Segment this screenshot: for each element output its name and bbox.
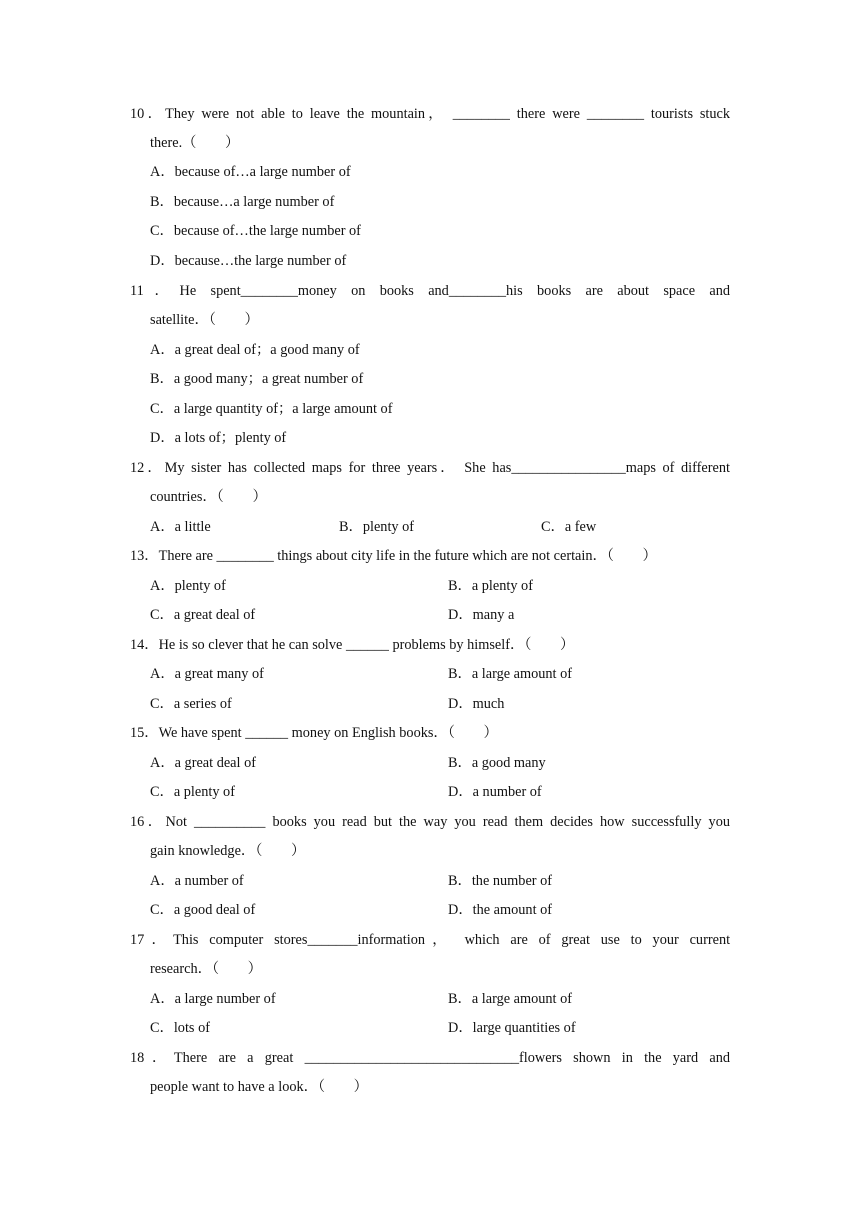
question-18-line-1: 18．There are a great ______________________________flowers shown in the yard and	[130, 1050, 731, 1066]
option-a: A．a large number of	[150, 991, 276, 1007]
option-b: B．a good many；a great number of	[150, 371, 364, 387]
question-15-line-1: 15．We have spent ______ money on English books．（ ）	[130, 725, 498, 741]
option-c: C．a series of	[150, 696, 232, 712]
option-a: A．plenty of	[150, 578, 226, 594]
option-b: B．a good many	[448, 755, 546, 771]
option-d: D．a lots of；plenty of	[150, 430, 287, 446]
option-a: A．a little	[150, 519, 211, 535]
option-a: A．a number of	[150, 873, 244, 889]
option-b: B．plenty of	[339, 519, 415, 535]
option-d: D．many a	[448, 607, 515, 623]
question-12-line-2: countries．（ ）	[150, 489, 267, 505]
option-d: D．the amount of	[448, 902, 553, 918]
question-11-line-2: satellite．（ ）	[150, 312, 259, 328]
option-c: C．a large quantity of；a large amount of	[150, 401, 393, 417]
option-c: C．a great deal of	[150, 607, 256, 623]
question-13-line-1: 13．There are ________ things about city life in the future which are not certain．（ ）	[130, 548, 657, 564]
question-10-line-2: there.（ ）	[150, 135, 240, 151]
option-a: A．a great many of	[150, 666, 264, 682]
option-a: A．a great deal of；a good many of	[150, 342, 360, 358]
question-10-line-1: 10．They were not able to leave the mountain， ________ there were ________ tourists stuck	[130, 106, 731, 122]
option-b: B．a large amount of	[448, 991, 573, 1007]
option-b: B．because…a large number of	[150, 194, 335, 210]
option-b: B．the number of	[448, 873, 553, 889]
option-d: D．a number of	[448, 784, 542, 800]
question-number: 15．	[130, 725, 159, 741]
option-c: C．because of…the large number of	[150, 223, 361, 239]
question-18-line-2: people want to have a look．（ ）	[150, 1079, 368, 1095]
option-a: A．because of…a large number of	[150, 164, 351, 180]
question-number: 14．	[130, 637, 159, 653]
option-c: C．a good deal of	[150, 902, 256, 918]
answer-blank: ________	[586, 106, 645, 122]
question-16-line-2: gain knowledge．（ ）	[150, 843, 306, 859]
question-number: 17．	[130, 932, 174, 948]
option-c: C．a few	[541, 519, 597, 535]
question-12-line-1: 12．My sister has collected maps for three years． She has________________maps of different	[130, 460, 730, 476]
option-d: D．much	[448, 696, 505, 712]
question-17-line-1: 17．This computer stores_______information， which are of great use to your current	[130, 932, 731, 948]
question-number: 10．	[130, 106, 166, 122]
option-b: B．a large amount of	[448, 666, 573, 682]
question-number: 12．	[130, 460, 165, 476]
question-number: 13．	[130, 548, 159, 564]
option-d: D．because…the large number of	[150, 253, 347, 269]
question-14-line-1: 14．He is so clever that he can solve ______ problems by himself．（ ）	[130, 637, 575, 653]
option-c: C．lots of	[150, 1020, 210, 1036]
question-number: 11．	[130, 283, 180, 299]
answer-blank: ________	[452, 106, 510, 122]
question-17-line-2: research．（ ）	[150, 961, 262, 977]
question-16-line-1: 16．Not __________ books you read but the way you read them decides how successfully you	[130, 814, 730, 830]
option-d: D．large quantities of	[448, 1020, 576, 1036]
option-c: C．a plenty of	[150, 784, 235, 800]
question-number: 18．	[130, 1050, 174, 1066]
option-b: B．a plenty of	[448, 578, 533, 594]
question-11-line-1: 11．He spent________money on books and________his books are about space and	[130, 283, 731, 299]
answer-blank: ______	[245, 725, 289, 741]
option-a: A．a great deal of	[150, 755, 256, 771]
question-number: 16．	[130, 814, 166, 830]
